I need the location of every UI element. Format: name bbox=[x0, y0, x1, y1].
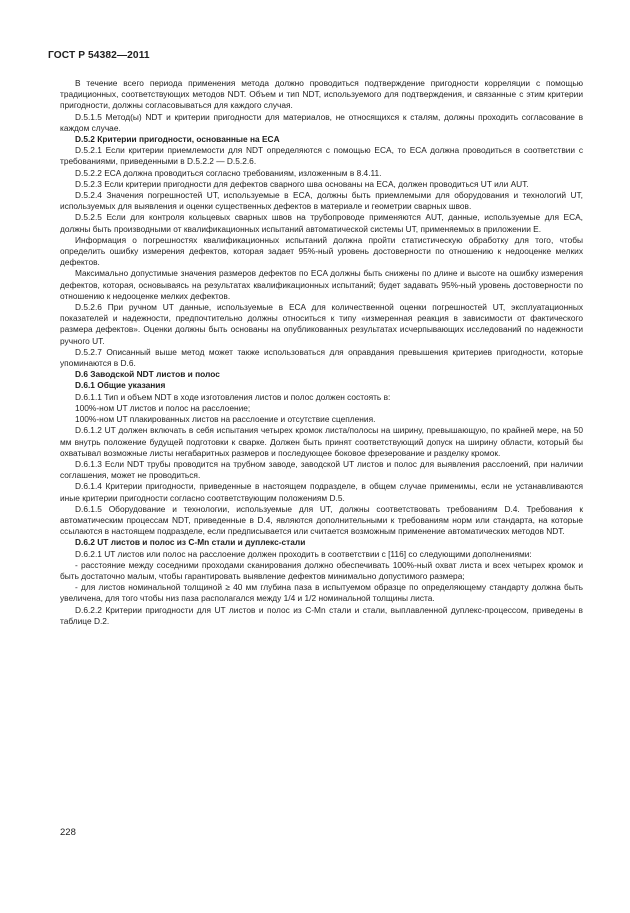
paragraph: D.5.2.7 Описанный выше метод может также использоваться для оправдания превышения критериев пригодности, которые упоминаются в D.6. bbox=[60, 346, 583, 369]
paragraph: D.6.1.3 Если NDT трубы проводится на трубном заводе, заводской UT листов и полос для выявления расслоений, при наличии соглашения, может не проводиться. bbox=[60, 458, 583, 481]
list-item: 100%-ном UT листов и полос на расслоение; bbox=[75, 402, 251, 413]
paragraph: D.6.1.4 Критерии пригодности, приведенные в настоящем подразделе, в общем случае применимы, если не устанавливаются иные критерии пригодности согласно соответствующим положениям D.5. bbox=[60, 481, 583, 503]
section-heading: D.6 Заводской NDT листов и полос bbox=[75, 369, 220, 380]
paragraph: D.5.2.4 Значения погрешностей UT, используемые в ECA, должны быть приемлемыми для оборудования и технологий UT, используемых для выявления и оценки существенных дефектов в материале и геометрии сварных швов. bbox=[60, 190, 583, 212]
paragraph: В течение всего периода применения метода должно проводиться подтверждение пригодности корреляции с помощью традиционных, соответствующих методов NDT. Объем и тип NDT, используемого для подтверждения, и связанные с этим критерии пригодности, должны согласовываться для каждого случая. bbox=[60, 78, 583, 111]
paragraph: D.6.1.1 Тип и объем NDT в ходе изготовления листов и полос должен состоять в: bbox=[75, 391, 391, 402]
list-item: 100%-ном UT плакированных листов на расслоение и отсутствие сцепления. bbox=[75, 414, 376, 425]
section-heading: D.5.2 Критерии пригодности, основанные на ECA bbox=[75, 134, 280, 145]
document-header: ГОСТ Р 54382—2011 bbox=[48, 50, 150, 61]
list-item: - расстояние между соседними проходами сканирования должно обеспечивать 100%-ный охват листа и всех четырех кромок и быть достаточно малым, чтобы гарантировать выявление дефектов минимально допустимого размера; bbox=[60, 559, 583, 581]
paragraph: Информация о погрешностях квалификационных испытаний должна пройти статистическую обработку для того, чтобы определить ошибку измерения дефектов, которая задает 95%-ный уровень достоверности по отношению к недооценке мелких дефектов. bbox=[60, 234, 583, 268]
section-heading: D.6.2 UT листов и полос из С-Mn стали и дуплекс-стали bbox=[75, 537, 306, 548]
paragraph: D.5.2.5 Если для контроля кольцевых сварных швов на трубопроводе применяются AUT, данные, используемые для ECA, должны быть производными от квалификационных испытаний автоматической системы UT, применяемых в приложении Е. bbox=[60, 212, 583, 234]
page-number: 228 bbox=[60, 827, 76, 838]
paragraph: D.6.2.1 UT листов или полос на расслоение должен проходить в соответствии с [116] со следующими дополнениями: bbox=[75, 548, 532, 559]
paragraph: D.6.1.5 Оборудование и технологии, используемые для UT, должны соответствовать требованиям D.4. Требования к автоматическим процессам NDT, приведенные в D.4, являются дополнительными к требованиям норм или стандарта, на которые ссылаются в настоящем подразделе, если предписывается или считается возможным применение автоматических методов NDT. bbox=[60, 503, 583, 537]
paragraph: D.5.1.5 Метод(ы) NDT и критерии пригодности для материалов, не относящихся к сталям, должны проходить согласование в каждом случае. bbox=[60, 111, 583, 133]
list-item: - для листов номинальной толщиной ≥ 40 мм глубина паза в испытуемом образце по определяющему стандарту должна быть увеличена, для того чтобы низ паза располагался между 1/4 и 1/2 номинальной толщины листа. bbox=[60, 582, 583, 604]
paragraph: D.6.1.2 UT должен включать в себя испытания четырех кромок листа/полосы на ширину, превышающую, по крайней мере, на 50 мм внутрь положение будущей подготовки к сварке. Должен быть принят соответствующий допуск на ширину области, который бы охватывал возможные листы негабаритных размеров и последующее боковое фрезерование и разделку кромок. bbox=[60, 425, 583, 458]
document-body bbox=[60, 78, 583, 627]
paragraph: D.5.2.3 Если критерии пригодности для дефектов сварного шва основаны на ECA, должен проводиться UT или AUT. bbox=[75, 178, 529, 189]
paragraph: D.5.2.6 При ручном UT данные, используемые в ECA для количественной оценки погрешностей UT, эксплуатационных показателей и надежности, предпочтительно должны относиться к типу «измеренная реакция в зависимости от фактического размера дефектов». Оценки должны быть основаны на опубликованных результатах исчерпывающих исследований по надежности ручного UT. bbox=[60, 302, 583, 346]
paragraph: D.5.2.1 Если критерии приемлемости для NDT определяются с помощью ECA, то ECA должна проводиться в соответствии с требованиями, приведенными в D.5.2.2 — D.5.2.6. bbox=[60, 145, 583, 167]
paragraph: Максимально допустимые значения размеров дефектов по ECA должны быть снижены по длине и высоте на ошибку измерения дефектов, которая, основываясь на результатах квалификационных испытаний; будет задавать 95%-ный уровень достоверности по отношению к недооценке мелких дефектов. bbox=[60, 268, 583, 301]
paragraph: D.6.2.2 Критерии пригодности для UT листов и полос из С-Mn стали и стали, выплавленной дуплекс-процессом, приведены в таблице D.2. bbox=[60, 604, 583, 626]
section-heading: D.6.1 Общие указания bbox=[75, 380, 166, 391]
paragraph: D.5.2.2 ECA должна проводиться согласно требованиям, изложенным в 8.4.11. bbox=[75, 167, 382, 178]
